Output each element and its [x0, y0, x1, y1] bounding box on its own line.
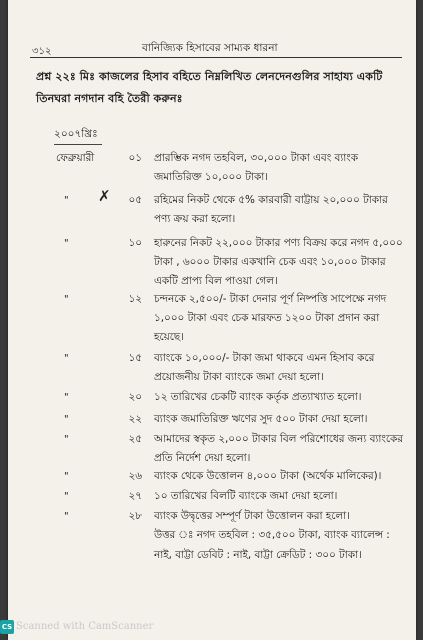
answer-text-line-1: উত্তর ঃ নগদ তহবিল : ৩৫,৫০০ টাকা, ব্যাংক ব্যালেন্স : [154, 529, 390, 541]
year-label: ২০০৭খ্রিঃ [54, 128, 98, 140]
ditto-mark: " [64, 471, 69, 482]
question-text: প্রশ্ন ২২ঃ মিঃ কাজলের হিসাব বহিতে নিম্নলিখিত লেনদেনগুলির সাহায্য একটি তিনঘরা নগদান বহি তৈরী করুনঃ [36, 70, 383, 105]
ditto-mark: " [64, 511, 69, 522]
entry-text: প্রারম্ভিক নগদ তহবিল, ৩০,০০০ টাকা এবং ব্যাংক জমাতিরিক্ত ১০,০০০ টাকা। [154, 152, 359, 183]
ditto-mark: " [64, 238, 69, 249]
entry-text: চন্দনকে ২,৫০০/- টাকা দেনার পূর্ণ নিষ্পত্তি সাপেক্ষে নগদ ১,০০০ টাকা এবং চেক মারফত ১২০০ টাকা প্রদান করা হয়েছে। [154, 293, 387, 343]
document-page [8, 0, 416, 640]
header-divider [30, 57, 402, 58]
entry-day: ২৫ [128, 433, 142, 445]
entry-text: ব্যাংক জমাতিরিক্ত ঋণের সুদ ৫০০ টাকা দেয়া হলো। [154, 413, 368, 425]
entry-day: ২২ [128, 413, 142, 425]
entry-text: ১২ তারিখের চেকটি ব্যাংক কর্তৃক প্রত্যাখ্যাত হলো। [154, 391, 362, 403]
ditto-mark: " [64, 294, 69, 305]
handwritten-cross-mark: ✗ [98, 187, 111, 205]
entry-day: ০১ [128, 152, 142, 164]
camscanner-logo: CS [0, 620, 14, 634]
entry-text: ব্যাংকে ১০,০০০/- টাকা জমা থাকবে এমন হিসাব করে প্রয়োজনীয় টাকা ব্যাংকে জমা দেয়া হলো। [154, 352, 375, 383]
entry-day: ১২ [128, 293, 142, 305]
entry-text: হারুনের নিকট ২২,০০০ টাকার পণ্য বিক্রয় করে নগদ ৫,০০০ টাকা , ৬০০০ টাকার একখানি চেক এবং ১০,০০০ টাকার একটি প্রাপ্য বিল পাওয়া গেল। [154, 237, 403, 287]
entry-day: ১০ [128, 237, 142, 249]
ditto-mark: " [64, 414, 69, 425]
page-number: ৩১২ [32, 46, 52, 57]
entry-text: আমাদের স্বকৃত ২,০০০ টাকার বিল পরিশোধের জন্য ব্যাংকের প্রতি নির্দেশ দেয়া হলো। [154, 433, 404, 464]
entry-day: ০৫ [128, 194, 142, 206]
entry-day: ২৮ [128, 510, 142, 522]
entry-text: ব্যাংক থেকে উত্তোলন ৪,০০০ টাকা (অর্থেক মালিকের)। [154, 470, 382, 482]
ditto-mark: " [64, 195, 69, 206]
entry-day: ২০ [128, 391, 142, 403]
ditto-mark: " [64, 353, 69, 364]
entry-day: ২৭ [128, 490, 142, 502]
ditto-mark: " [64, 392, 69, 403]
entry-month: ফেব্রুয়ারী [56, 152, 95, 164]
answer-text-line-2: নাই, বাট্টা ডেবিট : নাই, বাট্টা ক্রেডিট : ৩০০ টাকা। [154, 549, 362, 561]
year-underline [54, 144, 102, 145]
entry-text: ব্যাংক উদ্বৃত্তের সম্পূর্ণ টাকা উত্তোলন করা হলো। [154, 510, 350, 522]
scanner-watermark: Scanned with CamScanner [16, 621, 154, 632]
entry-day: ১৫ [128, 352, 142, 364]
entry-day: ২৬ [128, 470, 142, 482]
entry-text: ১০ তারিখের বিলটি ব্যাংকে জমা দেয়া হলো। [154, 490, 338, 502]
entry-text: রহিমের নিকট থেকে ৫% কারবারী বাট্টায় ২০,০০০ টাকার পণ্য ক্রয় করা হলো। [154, 194, 388, 225]
ditto-mark: " [64, 491, 69, 502]
running-header: বানিজ্যিক হিসাবের সাম্যক ধারনা [142, 42, 278, 54]
ditto-mark: " [64, 434, 69, 445]
